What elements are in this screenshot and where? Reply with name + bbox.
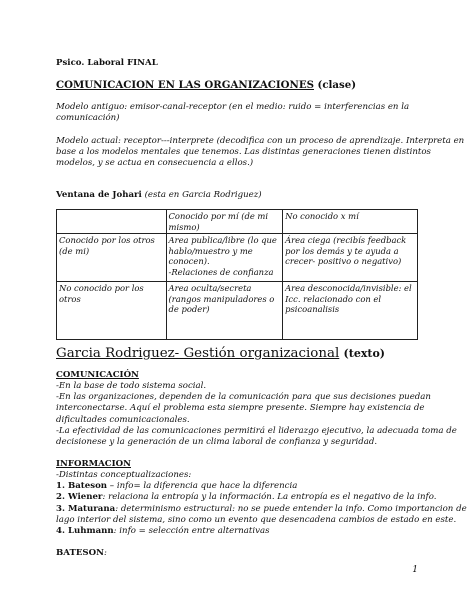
list-item [56,503,467,515]
text-line: -En la base de todo sistema social. [56,381,207,391]
johari-table [56,209,418,340]
text-line: comunicación) [56,113,120,124]
bateson-colon: : [103,548,107,558]
text-line: -Distintas conceptualizaciones: [56,470,192,480]
table-cell: No conocido por los otros [57,282,167,340]
document-header: Psico. Laboral FINAL [56,58,158,68]
item-text: : info = selección entre alternativas [113,526,270,537]
item-number: 2. [56,492,68,503]
section-title-comunicacion [56,80,426,91]
table-cell: Conocido por mí (de mi mismo) [166,210,283,234]
item-author: Maturana [67,503,116,514]
text-line: Modelo actual: receptor---interprete (decodifica con un proceso de aprendizaje. Interpreta en [56,136,465,146]
item-number: 4. [56,526,68,537]
informacion-list [56,470,467,537]
table-cell: No conocido x mí [283,210,418,234]
text-line: -En las organizaciones, dependen de la comunicación para que sus decisiones puedan [56,392,431,403]
page-number: 1 [412,565,418,575]
text-line: decisionese y la generación de un clima laboral de confianza y seguridad. [56,437,378,448]
item-number: 1. [56,481,68,492]
section-title-main: Garcia Rodriguez- Gestión organizacional [56,346,340,361]
section-title-garcia [56,346,426,362]
list-item [56,481,426,492]
item-author: Wiener [67,492,103,503]
johari-title [56,190,426,201]
table-cell: Area desconocida/invisible: el Icc. relacionado con el psicoanalisis [283,282,418,340]
item-number: 3. [56,503,68,514]
text-line: dificultades comunicacionales. [56,414,190,425]
table-cell: Conocido por los otros (de mi) [57,234,167,282]
text-line: base a los modelos mentales que tenemos. Las distintas generaciones tienen distintos [56,147,431,158]
table-row [57,210,418,234]
heading-informacion: INFORMACION [56,459,131,469]
heading-bateson [56,548,426,559]
table-row [57,282,418,340]
text-line: modelos, y se actua en consecuencia a ellos.) [56,158,254,169]
section-title-suffix: (texto) [343,347,385,360]
paragraph-modelo-antiguo [56,102,426,124]
list-item [56,526,426,537]
heading-comunicacion: COMUNICACIÓN [56,370,139,380]
comunicacion-text [56,381,457,448]
table-cell: Area oculta/secreta (rangos manipuladores o de poder) [166,282,283,340]
table-cell: Área ciega (recibís feedback por los demás y te ayuda a crecer- positivo o negativo) [283,234,418,282]
text-line: lago interior del sistema, sino como un evento que desencadena cambios de estado en este. [56,514,457,525]
text-line: Modelo antiguo: emisor-canal-receptor (en el medio: ruido = interferencias en la [56,102,410,112]
item-text: – info= la diferencia que hace la diferencia [107,481,298,492]
johari-note: (esta en Garcia Rodriguez) [144,190,262,200]
bateson-label: BATESON [56,548,104,558]
item-text: : relaciona la entropía y la información. La entropía es el negativo de la info. [102,492,437,503]
item-author: Luhmann [67,526,114,537]
section-title-main: COMUNICACION EN LAS ORGANIZACIONES [56,79,314,91]
table-cell [57,210,167,234]
text-line: interconectarse. Aquí el problema esta siempre presente. Siempre hay existencia de [56,403,425,414]
paragraph-modelo-actual [56,136,465,170]
list-item [56,492,437,503]
table-row [57,234,418,282]
text-line: -La efectividad de las comunicaciones permitirá el liderazgo ejecutivo, la adecuada toma de [56,425,457,436]
item-text: : determinismo estructural: no se puede entender la info. Como importancion de [115,503,467,514]
johari-title-text: Ventana de Johari [56,190,142,200]
item-author: Bateson [67,481,108,492]
table-cell: Area publica/libre (lo que hablo/muestro y me conocen). -Relaciones de confianza [166,234,283,282]
section-title-suffix: (clase) [317,79,357,91]
